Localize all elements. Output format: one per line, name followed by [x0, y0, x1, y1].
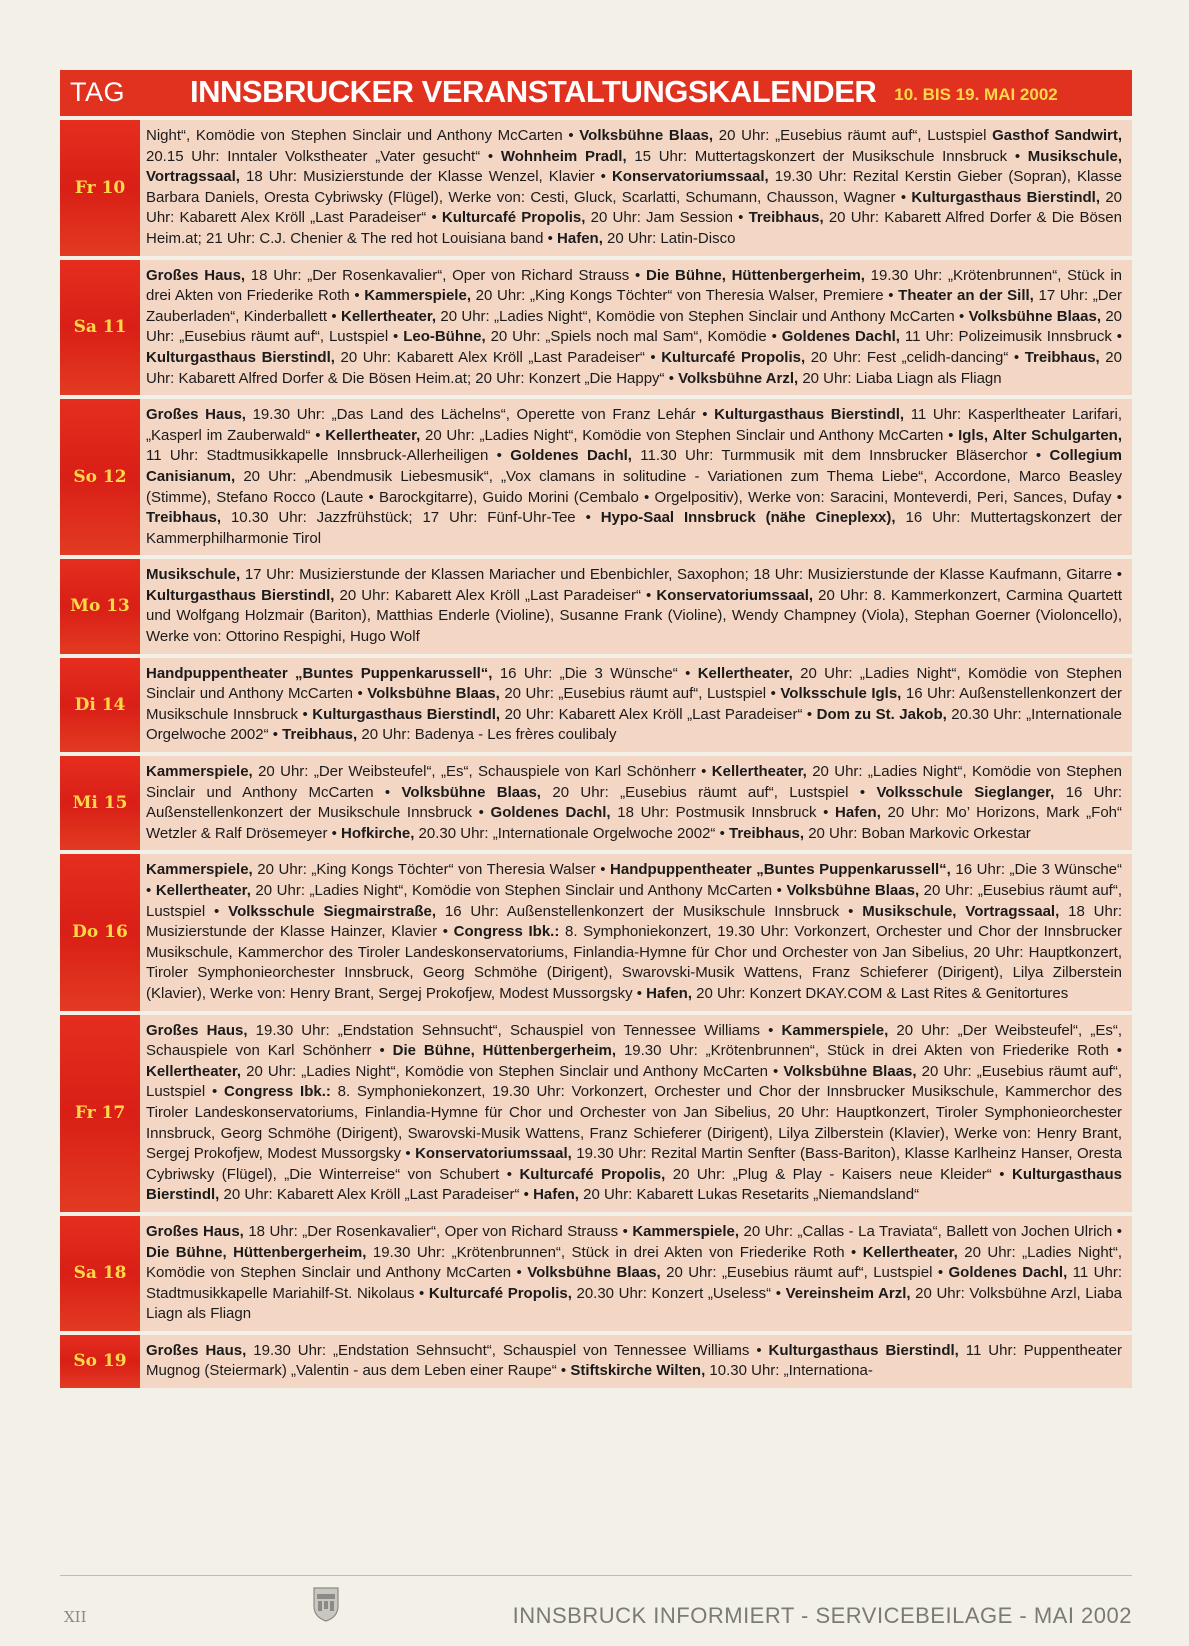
- venue-name: Kellertheater,: [146, 1062, 242, 1080]
- event-text: 19.30 Uhr: „Das Land des Lächelns“, Operette von Franz Lehár •: [245, 406, 715, 424]
- event-text: 20 Uhr: Liaba Liagn als Fliagn: [798, 369, 1002, 387]
- event-text: 20 Uhr: „Ladies Night“, Komödie von Stephen Sinclair und Anthony McCarten •: [250, 882, 787, 899]
- event-text: 10.30 Uhr: „Internationa-: [705, 1362, 873, 1380]
- event-text: 20.30 Uhr: „Internationale Orgelwoche 2002“ •: [414, 824, 729, 842]
- venue-name: Kulturgasthaus Bierstindl,: [146, 348, 335, 366]
- day-label: Mi 15: [60, 756, 140, 850]
- day-label: Fr 10: [60, 120, 140, 256]
- venue-name: Kulturgasthaus Bierstindl,: [911, 188, 1101, 206]
- event-text: 8. Symphoniekonzert, 19.30 Uhr: Vorkonzert, Orchester und Chor der Innsbrucker Musikschule, Kammerchor des Tiroler Landeskonservatoriums, Finlandia-Hymne für Chor und Orchester von Jan Sibelius, 20 Uhr: Hauptkonzert, Tiroler Symphonieorchester Innsbruck, Georg Schmöhe (Dirigent), Swarovski-Musik Wattens, Franz Schieferer (Dirigent), Lilya Zilberstein (Klavier), Werke von: Henry Brant, Sergej Prokofjew, Modest Mussorgsky •: [146, 1083, 1122, 1163]
- venue-name: Treibhaus,: [1024, 348, 1100, 366]
- calendar-title: INNSBRUCKER VERANSTALTUNGSKALENDER: [190, 74, 877, 109]
- venue-name: Kulturgasthaus Bierstindl,: [768, 1341, 959, 1359]
- event-text: 20 Uhr: „Abendmusik Liebesmusik“, „Vox clamans in solitudine - Variationen zum Thema Liebe“, Accordone, Marco Beasley (Stimme), Stefano Rocco (Laute • Barockgitarre), Guido Morini (Cembalo • Orgelpositiv), Werke von: Saracini, Monteverdi, Peri, Sances, Dufay •: [146, 467, 1122, 506]
- venue-name: Goldenes Dachl,: [490, 804, 611, 822]
- venue-name: Kulturgasthaus Bierstindl,: [146, 586, 335, 604]
- venue-name: Goldenes Dachl,: [510, 447, 632, 465]
- venue-name: Kulturgasthaus Bierstindl,: [146, 1165, 1122, 1204]
- event-text: 20 Uhr: Kabarett Lukas Resetarits „Niemandsland“: [578, 1186, 920, 1204]
- day-events: [140, 559, 1132, 653]
- venue-name: Goldenes Dachl,: [948, 1264, 1068, 1282]
- day-row: [60, 555, 1132, 653]
- event-text: 20 Uhr: „Eusebius räumt auf“, Lustspiel •: [499, 685, 781, 703]
- day-events: [140, 756, 1132, 850]
- event-text: 20 Uhr: Kabarett Alex Kröll „Last Paradeiser“ •: [146, 188, 1123, 227]
- event-text: 20 Uhr: Kabarett Alex Kröll „Last Paradeiser“ •: [500, 705, 817, 723]
- day-events: [140, 1216, 1132, 1331]
- venue-name: Kellertheater,: [325, 426, 421, 444]
- venue-name: Treibhaus,: [748, 209, 824, 227]
- venue-name: Treibhaus,: [146, 509, 222, 527]
- event-text: 17 Uhr: „Der Zauberladen“, Kinderballett •: [146, 287, 1122, 325]
- venue-name: Stiftskirche Wilten,: [570, 1362, 706, 1380]
- venue-name: Hypo-Saal Innsbruck (nähe Cineplexx),: [600, 509, 896, 527]
- event-text: 20 Uhr: „Eusebius räumt auf“, Lustspiel: [713, 127, 993, 144]
- venue-name: Großes Haus,: [146, 1222, 244, 1240]
- venue-name: Kammerspiele,: [146, 861, 253, 879]
- venue-name: Die Bühne, Hüttenbergerheim,: [392, 1042, 617, 1060]
- venue-name: Kammerspiele,: [146, 763, 253, 781]
- event-text: 20 Uhr: „Spiels noch mal Sam“, Komödie •: [485, 328, 782, 346]
- event-text: 11.30 Uhr: Turmmusik mit dem Innsbrucker Bläserchor •: [631, 447, 1050, 465]
- event-text: 20 Uhr: „Eusebius räumt auf“, Lustspiel •: [146, 307, 1123, 346]
- day-row: [60, 752, 1132, 850]
- venue-name: Großes Haus,: [146, 406, 246, 424]
- header-tag-label: TAG: [70, 77, 125, 107]
- event-text: 16 Uhr: „Die 3 Wünsche“ •: [146, 861, 1122, 899]
- event-text: 20 Uhr: „King Kongs Töchter“ von Theresia Walser, Premiere •: [471, 287, 899, 305]
- venue-name: Kellertheater,: [341, 307, 437, 325]
- day-label: So 19: [60, 1335, 140, 1388]
- venue-name: Kulturcafé Propolis,: [441, 209, 586, 227]
- event-text: 18 Uhr: Musizierstunde der Klasse Wenzel, Klavier •: [239, 168, 612, 186]
- venue-name: Musikschule,: [146, 566, 241, 584]
- venue-name: Volksbühne Blaas,: [786, 882, 920, 899]
- venue-name: Kulturgasthaus Bierstindl,: [714, 406, 905, 424]
- venue-name: Theater an der Sill,: [898, 287, 1034, 305]
- event-text: 20 Uhr: „Ladies Night“, Komödie von Stephen Sinclair und Anthony McCarten •: [146, 1243, 1123, 1282]
- event-text: 20 Uhr: Fest „celidh-dancing“ •: [805, 348, 1025, 366]
- venue-name: Congress Ibk.:: [224, 1083, 331, 1101]
- venue-name: Dom zu St. Jakob,: [816, 705, 947, 723]
- event-text: 20 Uhr: „Plug & Play - Kaisers neue Kleider“ •: [665, 1165, 1012, 1183]
- event-text: 20 Uhr: „Eusebius räumt auf“, Lustspiel •: [540, 783, 877, 801]
- event-text: 15 Uhr: Muttertagskonzert der Musikschule Innsbruck •: [626, 147, 1028, 165]
- venue-name: Volksschule Siegmairstraße,: [228, 902, 437, 920]
- venue-name: Die Bühne, Hüttenbergerheim,: [146, 1243, 367, 1261]
- venue-name: Kellertheater,: [697, 664, 793, 682]
- event-text: 11 Uhr: Kasperltheater Larifari, „Kasperl im Zauberwald“ •: [146, 406, 1123, 444]
- event-text: 20 Uhr: „Ladies Night“, Komödie von Stephen Sinclair und Anthony McCarten •: [241, 1062, 784, 1080]
- day-row: [60, 654, 1132, 752]
- venue-name: Musikschule, Vortragssaal,: [862, 902, 1060, 920]
- event-text: 20 Uhr: 8. Kammerkonzert, Carmina Quartett und Wolfgang Holzmair (Bariton), Matthias Enderle (Violine), Susanne Frank (Violine), Wendy Champney (Viola), Stephan Goerner (Violoncello), Werke von: Ottorino Respighi, Hugo Wolf: [146, 586, 1122, 646]
- venue-name: Kulturgasthaus Bierstindl,: [312, 705, 501, 723]
- event-text: 10.30 Uhr: Jazzfrühstück; 17 Uhr: Fünf-Uhr-Tee •: [221, 509, 601, 527]
- venue-name: Hafen,: [533, 1186, 579, 1204]
- day-label: So 12: [60, 399, 140, 555]
- venue-name: Volksbühne Blaas,: [579, 127, 714, 144]
- event-text: 11 Uhr: Polizeimusik Innsbruck •: [899, 328, 1122, 346]
- event-text: 19.30 Uhr: „Krötenbrunnen“, Stück in drei Akten von Friederike Roth •: [146, 266, 1123, 305]
- day-events: [140, 1015, 1132, 1212]
- venue-name: Großes Haus,: [146, 1341, 247, 1359]
- event-text: 8. Symphoniekonzert, 19.30 Uhr: Vorkonzert, Orchester und Chor der Innsbrucker Musikschule, Kammerchor des Tiroler Landeskonservatoriums, Finlandia-Hymne für Chor und Orchester von Jan Sibelius, 20 Uhr: Hauptkonzert, Tiroler Symphonieorchester Innsbruck, Georg Schmöhe (Dirigent), Swarovski-Musik Wattens, Franz Schieferer (Dirigent), Lilya Zilberstein (Klavier), Werke von: Henry Brant, Sergej Prokofjew, Modest Mussorgsky •: [146, 923, 1123, 1002]
- event-text: 20 Uhr: Kabarett Alex Kröll „Last Paradeiser“ •: [334, 348, 662, 366]
- event-text: 16 Uhr: Außenstellenkonzert der Musikschule Innsbruck •: [146, 685, 1122, 723]
- event-text: 19.30 Uhr: Rezital Kerstin Gieber (Sopran), Klasse Barbara Daniels, Oresta Cybriwsky (Flügel), Werke von: Cesti, Gluck, Scarlatti, Schumann, Chausson, Wagner •: [146, 168, 1122, 206]
- event-text: 20 Uhr: Mo’ Horizons, Mark „Foh“ Wetzler & Ralf Drösemeyer •: [146, 804, 1122, 842]
- venue-name: Igls, Alter Schulgarten,: [958, 426, 1122, 444]
- day-events: [140, 658, 1132, 752]
- event-text: 16 Uhr: Muttertagskonzert der Kammerphilharmonie Tirol: [146, 509, 1122, 547]
- event-text: 20 Uhr: Kabarett Alfred Dorfer & Die Bösen Heim.at; 20 Uhr: Konzert „Die Happy“ •: [146, 348, 1122, 387]
- venue-name: Konservatoriumssaal,: [415, 1145, 572, 1163]
- event-text: 18 Uhr: „Der Rosenkavalier“, Oper von Richard Strauss •: [245, 266, 646, 284]
- venue-name: Vereinsheim Arzl,: [785, 1284, 911, 1302]
- footer-publication-title: INNSBRUCK INFORMIERT - SERVICEBEILAGE - MAI 2002: [512, 1603, 1132, 1628]
- venue-name: Volksschule Igls,: [780, 685, 902, 703]
- venue-name: Treibhaus,: [729, 824, 805, 842]
- event-text: 20 Uhr: „Eusebius räumt auf“, Lustspiel •: [146, 1062, 1122, 1101]
- venue-name: Kellertheater,: [711, 763, 807, 781]
- day-events: [140, 854, 1132, 1010]
- day-label: Sa 11: [60, 260, 140, 396]
- venue-name: Volksbühne Blaas,: [527, 1264, 661, 1282]
- venue-name: Volksbühne Blaas,: [783, 1062, 917, 1080]
- venue-name: Großes Haus,: [146, 266, 246, 284]
- venue-name: Goldenes Dachl,: [781, 328, 900, 346]
- event-text: 18 Uhr: Postmusik Innsbruck •: [610, 804, 836, 822]
- day-events: [140, 1335, 1132, 1388]
- event-text: 20 Uhr: „Ladies Night“, Komödie von Stephen Sinclair und Anthony McCarten •: [420, 426, 959, 444]
- calendar-page: [60, 70, 1132, 1388]
- venue-name: Kellertheater,: [862, 1243, 958, 1261]
- event-text: 19.30 Uhr: „Krötenbrunnen“, Stück in drei Akten von Friederike Roth •: [366, 1243, 863, 1261]
- event-text: 11 Uhr: Stadtmusikkapelle Mariahilf-St. Nikolaus •: [146, 1264, 1122, 1302]
- venue-name: Handpuppentheater „Buntes Puppenkarussell“,: [146, 664, 493, 682]
- event-text: 20 Uhr: „Ladies Night“, Komödie von Stephen Sinclair und Anthony McCarten •: [436, 307, 969, 325]
- day-row: [60, 1212, 1132, 1331]
- venue-name: Kellertheater,: [155, 882, 251, 899]
- venue-name: Volksbühne Arzl,: [678, 369, 799, 387]
- venue-name: Kammerspiele,: [781, 1021, 889, 1039]
- venue-name: Handpuppentheater „Buntes Puppenkarussell“,: [610, 861, 951, 879]
- calendar-header: [60, 70, 1132, 116]
- venue-name: Konservatoriumssaal,: [656, 586, 814, 604]
- event-text: 11 Uhr: Puppentheater Mugnog (Steiermark) „Valentin - aus dem Leben einer Raupe“ •: [146, 1341, 1122, 1380]
- venue-name: Leo-Bühne,: [403, 328, 486, 346]
- event-text: 20 Uhr: Badenya - Les frères coulibaly: [357, 726, 617, 744]
- event-text: 20 Uhr: Konzert DKAY.COM & Last Rites & Genitortures: [692, 984, 1069, 1002]
- event-text: 20 Uhr: „Callas - La Traviata“, Ballett von Jochen Ulrich •: [739, 1222, 1122, 1240]
- event-text: 20 Uhr: Kabarett Alfred Dorfer & Die Bösen Heim.at; 21 Uhr: C.J. Chenier & The red hot Louisiana band •: [146, 209, 1122, 247]
- venue-name: Kulturcafé Propolis,: [428, 1284, 572, 1302]
- event-text: 20 Uhr: Volksbühne Arzl, Liaba Liagn als Fliagn: [146, 1284, 1123, 1323]
- event-text: 20 Uhr: „Ladies Night“, Komödie von Stephen Sinclair und Anthony McCarten •: [146, 763, 1122, 801]
- event-text: 19.30 Uhr: „Endstation Sehnsucht“, Schauspiel von Tennessee Williams •: [247, 1021, 782, 1039]
- day-label: Di 14: [60, 658, 140, 752]
- event-text: 20.15 Uhr: Inntaler Volkstheater „Vater gesucht“ •: [146, 147, 501, 165]
- event-text: 20.30 Uhr: Konzert „Useless“ •: [571, 1284, 786, 1302]
- venue-name: Volksbühne Blaas,: [401, 783, 541, 801]
- day-row: [60, 1011, 1132, 1212]
- page-number: XII: [64, 1608, 87, 1626]
- event-text: 19.30 Uhr: „Krötenbrunnen“, Stück in drei Akten von Friederike Roth •: [616, 1042, 1122, 1060]
- footer-divider: [60, 1575, 1132, 1576]
- calendar-rows: [60, 116, 1132, 1388]
- event-text: 20 Uhr: Kabarett Alex Kröll „Last Paradeiser“ •: [334, 586, 657, 604]
- event-text: 16 Uhr: Außenstellenkonzert der Musikschule Innsbruck •: [436, 902, 863, 920]
- event-text: 20 Uhr: Kabarett Alex Kröll „Last Paradeiser“ •: [219, 1186, 534, 1204]
- event-text: 20.30 Uhr: „Internationale Orgelwoche 2002“ •: [146, 705, 1122, 744]
- venue-name: Kammerspiele,: [364, 287, 471, 305]
- event-text: 20 Uhr: „Ladies Night“, Komödie von Stephen Sinclair und Anthony McCarten •: [146, 664, 1123, 703]
- event-text: 19.30 Uhr: Rezital Martin Senfter (Bass-Bariton), Klasse Karlheinz Hanser, Oresta Cybriwsky (Flügel), „Die Winterreise“ von Schubert •: [146, 1145, 1122, 1183]
- venue-name: Wohnheim Pradl,: [500, 147, 627, 165]
- event-text: 20 Uhr: „Der Weibsteufel“, „Es“, Schauspiele von Karl Schönherr •: [146, 1021, 1123, 1060]
- day-row: [60, 116, 1132, 256]
- day-row: [60, 850, 1132, 1010]
- day-row: [60, 256, 1132, 396]
- event-text: 20 Uhr: „Eusebius räumt auf“, Lustspiel •: [660, 1264, 949, 1282]
- venue-name: Hafen,: [646, 984, 692, 1002]
- venue-name: Musikschule, Vortragssaal,: [146, 147, 1122, 186]
- venue-name: Treibhaus,: [282, 726, 358, 744]
- event-text: 18 Uhr: „Der Rosenkavalier“, Oper von Richard Strauss •: [243, 1222, 633, 1240]
- day-events: [140, 260, 1132, 396]
- day-events: [140, 120, 1132, 256]
- event-text: 20 Uhr: Latin-Disco: [602, 229, 736, 247]
- venue-name: Hafen,: [835, 804, 881, 822]
- day-events: [140, 399, 1132, 555]
- venue-name: Großes Haus,: [146, 1021, 248, 1039]
- event-text: 18 Uhr: Musizierstunde der Klasse Hainzer, Klavier •: [146, 902, 1122, 941]
- day-label: Fr 17: [60, 1015, 140, 1212]
- day-label: Sa 18: [60, 1216, 140, 1331]
- venue-name: Volksbühne Blaas,: [968, 307, 1101, 325]
- venue-name: Volksbühne Blaas,: [367, 685, 500, 703]
- date-range: 10. BIS 19. MAI 2002: [894, 85, 1058, 104]
- event-text: 16 Uhr: „Die 3 Wünsche“ •: [492, 664, 698, 682]
- venue-name: Die Bühne, Hüttenbergerheim,: [645, 266, 865, 284]
- venue-name: Congress Ibk.:: [453, 923, 560, 941]
- event-text: 20 Uhr: „King Kongs Töchter“ von Theresia Walser •: [252, 861, 611, 879]
- event-text: 11 Uhr: Stadtmusikkapelle Innsbruck-Allerheiligen •: [146, 447, 511, 465]
- day-row: [60, 1331, 1132, 1388]
- venue-name: Kulturcafé Propolis,: [661, 348, 806, 366]
- event-text: 20 Uhr: Boban Markovic Orkestar: [804, 824, 1031, 842]
- day-label: Mo 13: [60, 559, 140, 653]
- venue-name: Kammerspiele,: [632, 1222, 740, 1240]
- innsbruck-crest-icon: [312, 1586, 340, 1622]
- event-text: 20 Uhr: „Eusebius räumt auf“, Lustspiel •: [146, 882, 1122, 920]
- event-text: 16 Uhr: Außenstellenkonzert der Musikschule Innsbruck •: [146, 783, 1123, 822]
- event-text: 19.30 Uhr: „Endstation Sehnsucht“, Schauspiel von Tennessee Williams •: [246, 1341, 769, 1359]
- event-text: Night“, Komödie von Stephen Sinclair und Anthony McCarten •: [146, 127, 580, 144]
- venue-name: Gasthof Sandwirt,: [992, 127, 1122, 144]
- day-label: Do 16: [60, 854, 140, 1010]
- venue-name: Volksschule Sieglanger,: [876, 783, 1055, 801]
- venue-name: Kulturcafé Propolis,: [519, 1165, 666, 1183]
- event-text: 17 Uhr: Musizierstunde der Klassen Mariacher und Ebenbichler, Saxophon; 18 Uhr: Musizierstunde der Klasse Kaufmann, Gitarre •: [240, 566, 1122, 584]
- venue-name: Collegium Canisianum,: [146, 447, 1122, 485]
- venue-name: Hafen,: [557, 229, 603, 247]
- event-text: 20 Uhr: Jam Session •: [585, 209, 749, 227]
- day-row: [60, 395, 1132, 555]
- venue-name: Hofkirche,: [341, 824, 415, 842]
- venue-name: Konservatoriumssaal,: [611, 168, 769, 186]
- event-text: 20 Uhr: „Der Weibsteufel“, „Es“, Schauspiele von Karl Schönherr •: [252, 763, 712, 781]
